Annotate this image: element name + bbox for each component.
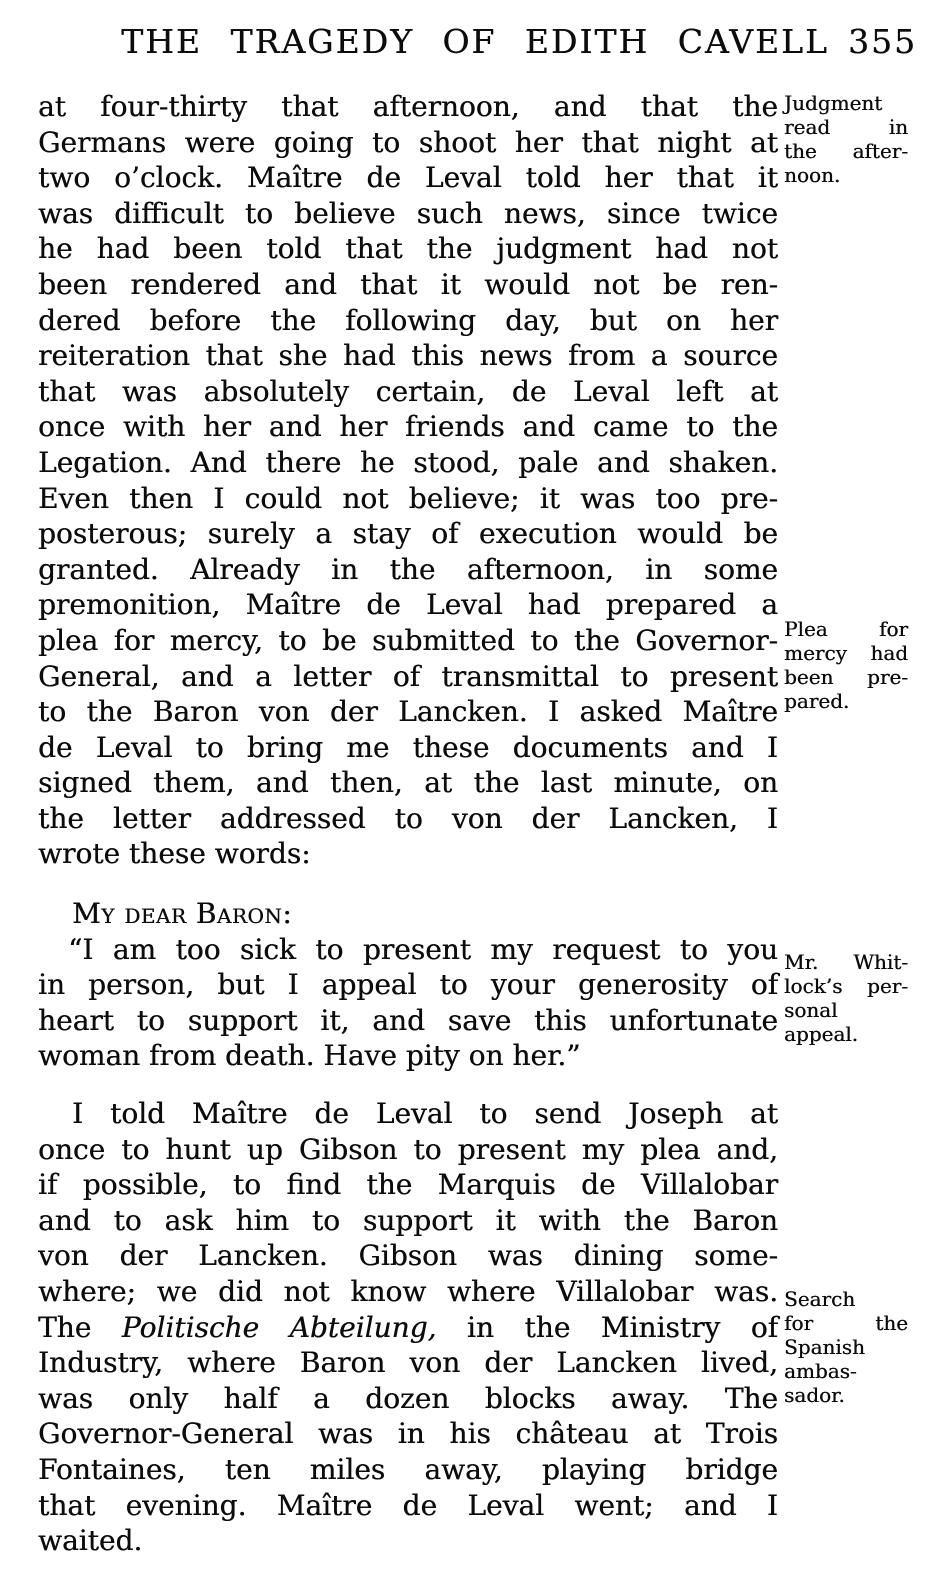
text-line: signed them, and then, at the last minute, on bbox=[38, 766, 778, 800]
sidenote-line: Judgment bbox=[784, 91, 883, 115]
text-line: woman from death. Have pity on her.” bbox=[38, 1039, 581, 1073]
sidenote-line: sador. bbox=[784, 1383, 845, 1407]
sidenote-line: mercy had bbox=[784, 641, 908, 665]
text-line: in person, but I appeal to your generosity of bbox=[38, 968, 778, 1002]
text-line: dered before the following day, but on her bbox=[38, 303, 778, 337]
sidenote-line: Spanish bbox=[784, 1335, 865, 1359]
text-line: heart to support it, and save this unfortunate bbox=[38, 1003, 778, 1037]
sidenote-line: Search bbox=[784, 1287, 856, 1311]
text-line: that was absolutely certain, de Leval left at bbox=[38, 374, 778, 408]
text-line: Even then I could not believe; it was too pre- bbox=[38, 481, 778, 515]
text-line: he had been told that the judgment had not bbox=[38, 232, 778, 266]
text-line: two o’clock. Maître de Leval told her that it bbox=[38, 161, 778, 195]
text-line: granted. Already in the afternoon, in some bbox=[38, 552, 778, 586]
text-line: was only half a dozen blocks away. The bbox=[38, 1381, 778, 1415]
page-title: THE TRAGEDY OF EDITH CAVELL bbox=[121, 22, 829, 61]
text-line: Germans were going to shoot her that night at bbox=[38, 125, 778, 159]
text-line: where; we did not know where Villalobar was. bbox=[38, 1275, 778, 1308]
text-line: plea for mercy, to be submitted to the Governor- bbox=[38, 623, 778, 657]
sidenote-line: been pre- bbox=[784, 665, 908, 689]
text-line: “I am too sick to present my request to you bbox=[68, 932, 778, 966]
text-line: posterous; surely a stay of execution would be bbox=[38, 517, 778, 551]
sidenote-line: Mr. Whit- bbox=[784, 950, 908, 974]
sidenote-line: appeal. bbox=[784, 1022, 859, 1046]
text-line: My dear Baron: bbox=[72, 897, 293, 931]
sidenote-line: noon. bbox=[784, 163, 841, 187]
text-line: I told Maître de Leval to send Joseph at bbox=[72, 1097, 778, 1131]
sidenote-line: read in bbox=[784, 115, 908, 139]
text-line: Legation. And there he stood, pale and shaken. bbox=[38, 445, 778, 479]
page-number: 355 bbox=[848, 22, 917, 61]
sidenote-line: the after- bbox=[784, 139, 908, 163]
paragraph-continuation bbox=[38, 89, 778, 872]
text-line: once with her and her friends and came to the bbox=[38, 410, 778, 444]
running-head bbox=[0, 22, 950, 61]
text-line: General, and a letter of transmittal to present bbox=[38, 659, 778, 693]
sidenote-search-ambassador bbox=[784, 1287, 908, 1407]
text-line: premonition, Maître de Leval had prepared a bbox=[38, 588, 778, 622]
text-line: Industry, where Baron von der Lancken lived, bbox=[38, 1346, 778, 1380]
text-line: been rendered and that it would not be ren- bbox=[38, 267, 778, 301]
text-line: at four-thirty that afternoon, and that the bbox=[38, 90, 778, 123]
text-line: to the Baron von der Lancken. I asked Maître bbox=[38, 695, 778, 729]
text-line: wrote these words: bbox=[38, 837, 311, 871]
text-line: waited. bbox=[38, 1524, 143, 1558]
sidenote-plea-prepared bbox=[784, 617, 908, 713]
text-line: de Leval to bring me these documents and I bbox=[38, 730, 778, 764]
body-column bbox=[38, 89, 778, 1559]
text-line: The Politische Abteilung, in the Ministry of bbox=[38, 1310, 778, 1344]
text-line: von der Lancken. Gibson was dining some- bbox=[38, 1239, 778, 1273]
sidenote-line: sonal bbox=[784, 998, 838, 1022]
letter-block bbox=[38, 896, 778, 1074]
text-line: Governor-General was in his château at Trois bbox=[38, 1417, 778, 1451]
sidenote-line: ambas- bbox=[784, 1359, 857, 1383]
text-line: once to hunt up Gibson to present my plea and, bbox=[38, 1132, 778, 1166]
text-line: the letter addressed to von der Lancken, I bbox=[38, 801, 778, 835]
sidenote-line: for the bbox=[784, 1311, 908, 1335]
sidenote-line: Plea for bbox=[784, 617, 908, 641]
text-line: Fontaines, ten miles away, playing bridge bbox=[38, 1452, 778, 1486]
paragraph-final bbox=[38, 1096, 778, 1559]
sidenote-line: pared. bbox=[784, 689, 850, 713]
sidenote-line: lock’s per- bbox=[784, 974, 908, 998]
sidenote-whitlock-appeal bbox=[784, 950, 908, 1046]
text-line: was difficult to believe such news, since twice bbox=[38, 196, 778, 230]
text-line: if possible, to find the Marquis de Villalobar bbox=[38, 1168, 778, 1202]
text-line: that evening. Maître de Leval went; and I bbox=[38, 1488, 778, 1522]
text-line: reiteration that she had this news from a source bbox=[38, 339, 778, 373]
text-line: and to ask him to support it with the Baron bbox=[38, 1203, 778, 1237]
sidenote-judgment-read bbox=[784, 91, 908, 187]
